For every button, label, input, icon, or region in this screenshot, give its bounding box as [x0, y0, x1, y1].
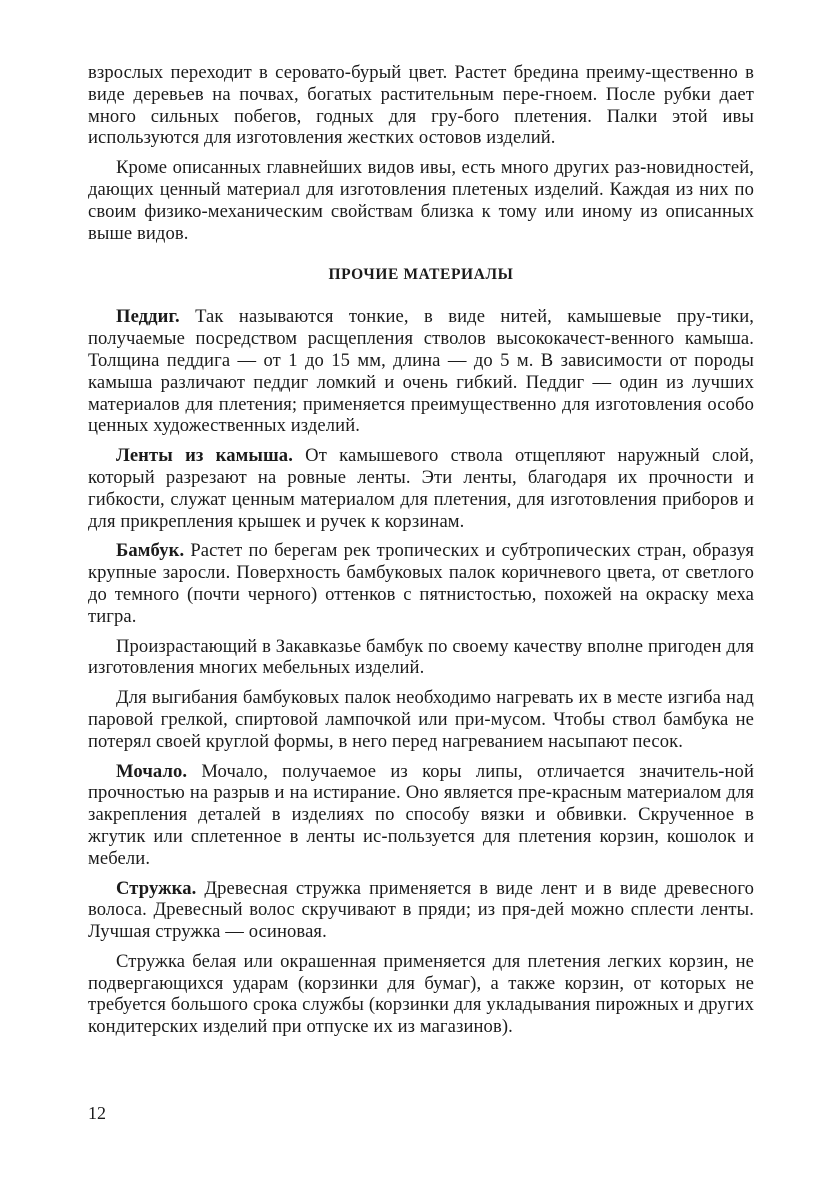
paragraph-bast [88, 761, 754, 870]
text-bamboo: Растет по берегам рек тропических и субтропических стран, образуя крупные заросли. Поверхность бамбуковых палок коричневого цвета, от светлого до темного (почти черного) оттенков с пятнистостью, похожей на окраску меха тигра. [88, 540, 754, 627]
term-bast: Мочало. [116, 760, 188, 782]
paragraph-bredina: взрослых переходит в серовато-бурый цвет. Растет бредина преиму-щественно в виде деревьев на почвах, богатых растительным пере-гноем. После рубки дает много сильных побегов, годных для гру-бого плетения. Палки этой ивы используются для изготовления жестких остовов изделий. [88, 62, 754, 149]
paragraph-shavings-baskets: Стружка белая или окрашенная применяется для плетения легких корзин, не подвергающихся ударам (корзинки для бумаг), а также корзин, от которых не требуется большого срока службы (корзинки для укладывания пирожных и других кондитерских изделий при отпуске их из магазинов). [88, 950, 754, 1038]
term-bamboo: Бамбук. [116, 540, 185, 562]
paragraph-bamboo [88, 540, 754, 627]
paragraph-shavings [88, 878, 754, 943]
term-peddig: Педдиг. [116, 306, 180, 328]
section-title: ПРОЧИЕ МАТЕРИАЛЫ [328, 266, 514, 284]
term-reed-ribbons: Ленты из камыша. [116, 445, 293, 467]
text-shavings: Древесная стружка применяется в виде лент и в виде древесного волоса. Древесный волос скручивают в пряди; из пря-дей можно сплести ленты. Лучшая стружка — осиновая. [88, 877, 754, 943]
paragraph-reed-ribbons [88, 445, 754, 532]
page-number: 12 [88, 1103, 106, 1123]
text-bast: Мочало, получаемое из коры липы, отличается значитель-ной прочностью на разрыв и на истирание. Оно является пре-красным материалом для закрепления деталей в изделиях по способу вязки и обвивки. Скрученное в жгутик или сплетенное в ленты ис-пользуется для плетения корзин, кошолок и мебели. [88, 760, 754, 869]
term-shavings: Стружка. [116, 877, 197, 899]
page-body [88, 62, 754, 1046]
paragraph-peddig [88, 306, 754, 437]
text-reed-ribbons: От камышевого ствола отщепляют наружный слой, который разрезают на ровные ленты. Эти ленты, благодаря их прочности и гибкости, служат ценным материалом для плетения, для изготовления приборов и для прикрепления крышек и ручек к корзинам. [88, 445, 754, 532]
paragraph-bamboo-bending: Для выгибания бамбуковых палок необходимо нагревать их в месте изгиба над паровой грелкой, спиртовой лампочкой или при-мусом. Чтобы ствол бамбука не потерял своей круглой формы, в него перед нагреванием насыпают песок. [88, 687, 754, 752]
paragraph-bamboo-caucasus: Произрастающий в Закавказье бамбук по своему качеству вполне пригоден для изготовления многих мебельных изделий. [88, 635, 754, 679]
paragraph-other-willows: Кроме описанных главнейших видов ивы, есть много других раз-новидностей, дающих ценный материал для изготовления плетеных изделий. Каждая из них по своим физико-механическим свойствам близка к тому или иному из описанных выше видов. [88, 157, 754, 244]
text-peddig: Так называются тонкие, в виде нитей, камышевые пру-тики, получаемые посредством расщепления стволов высококачест-венного камыша. Толщина педдига — от 1 до 15 мм, длина — до 5 м. В зависимости от породы камыша различают педдиг ломкий и очень гибкий. Педдиг — один из лучших материалов для плетения; применяется преимущественно для изготовления особо ценных художественных изделий. [88, 306, 754, 437]
